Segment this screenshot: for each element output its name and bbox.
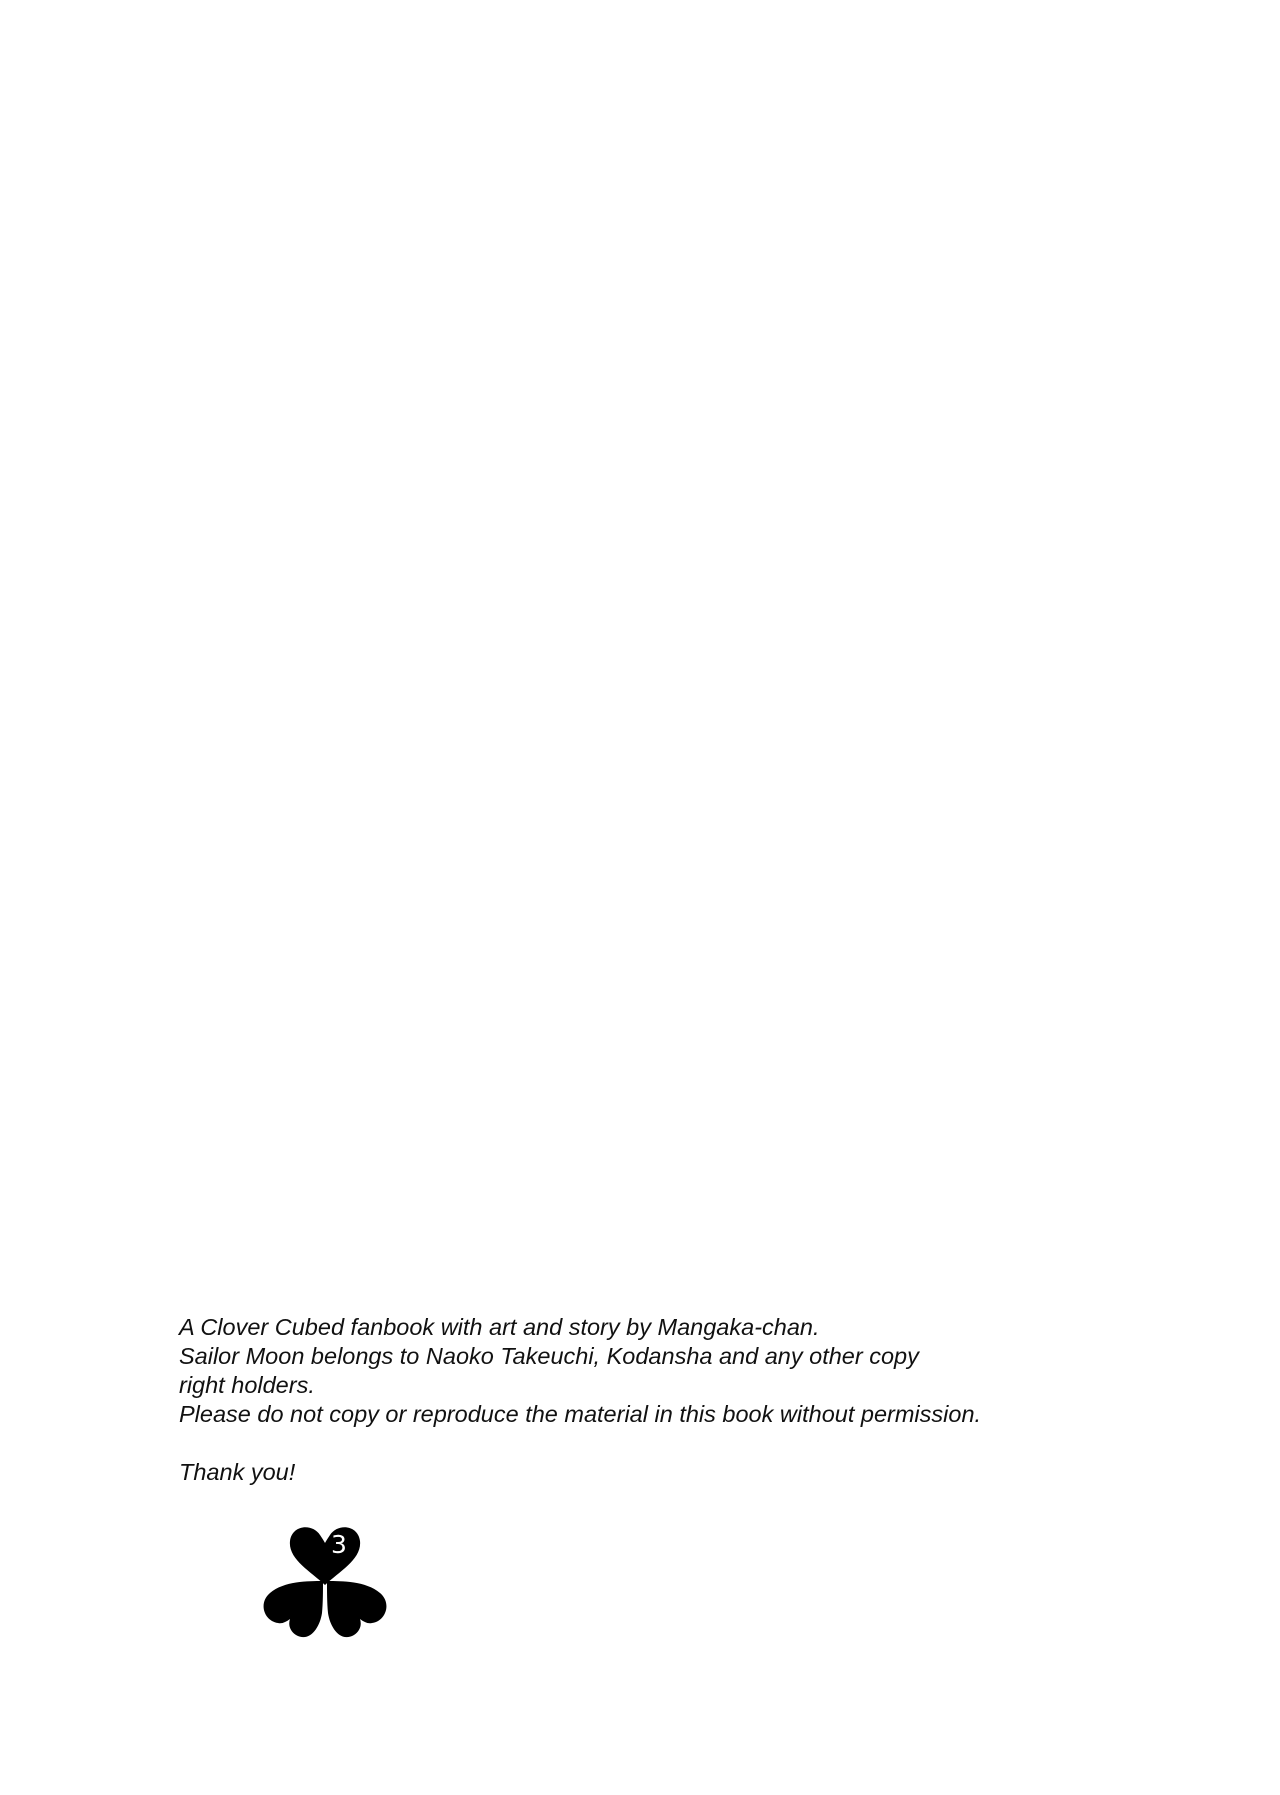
clover-leaf-top: [290, 1527, 360, 1585]
clover-leaf-left: [264, 1581, 323, 1637]
credits-text-block: [179, 1313, 1079, 1487]
clover-number: 3: [331, 1530, 347, 1559]
credits-line-fanbook: A Clover Cubed fanbook with art and story by Mangaka-chan.: [179, 1314, 820, 1340]
credits-line-thanks: Thank you!: [179, 1459, 296, 1485]
credits-spacer: [179, 1429, 1079, 1458]
clover-icon: [260, 1523, 390, 1643]
credits-line-ownership: Sailor Moon belongs to Naoko Takeuchi, Kodansha and any other copy: [179, 1343, 919, 1369]
credits-line-permission: Please do not copy or reproduce the material in this book without permission.: [179, 1401, 982, 1427]
clover-leaf-right: [327, 1581, 386, 1637]
credits-line-ownership-cont: right holders.: [179, 1372, 315, 1398]
clover-logo: [260, 1523, 390, 1643]
